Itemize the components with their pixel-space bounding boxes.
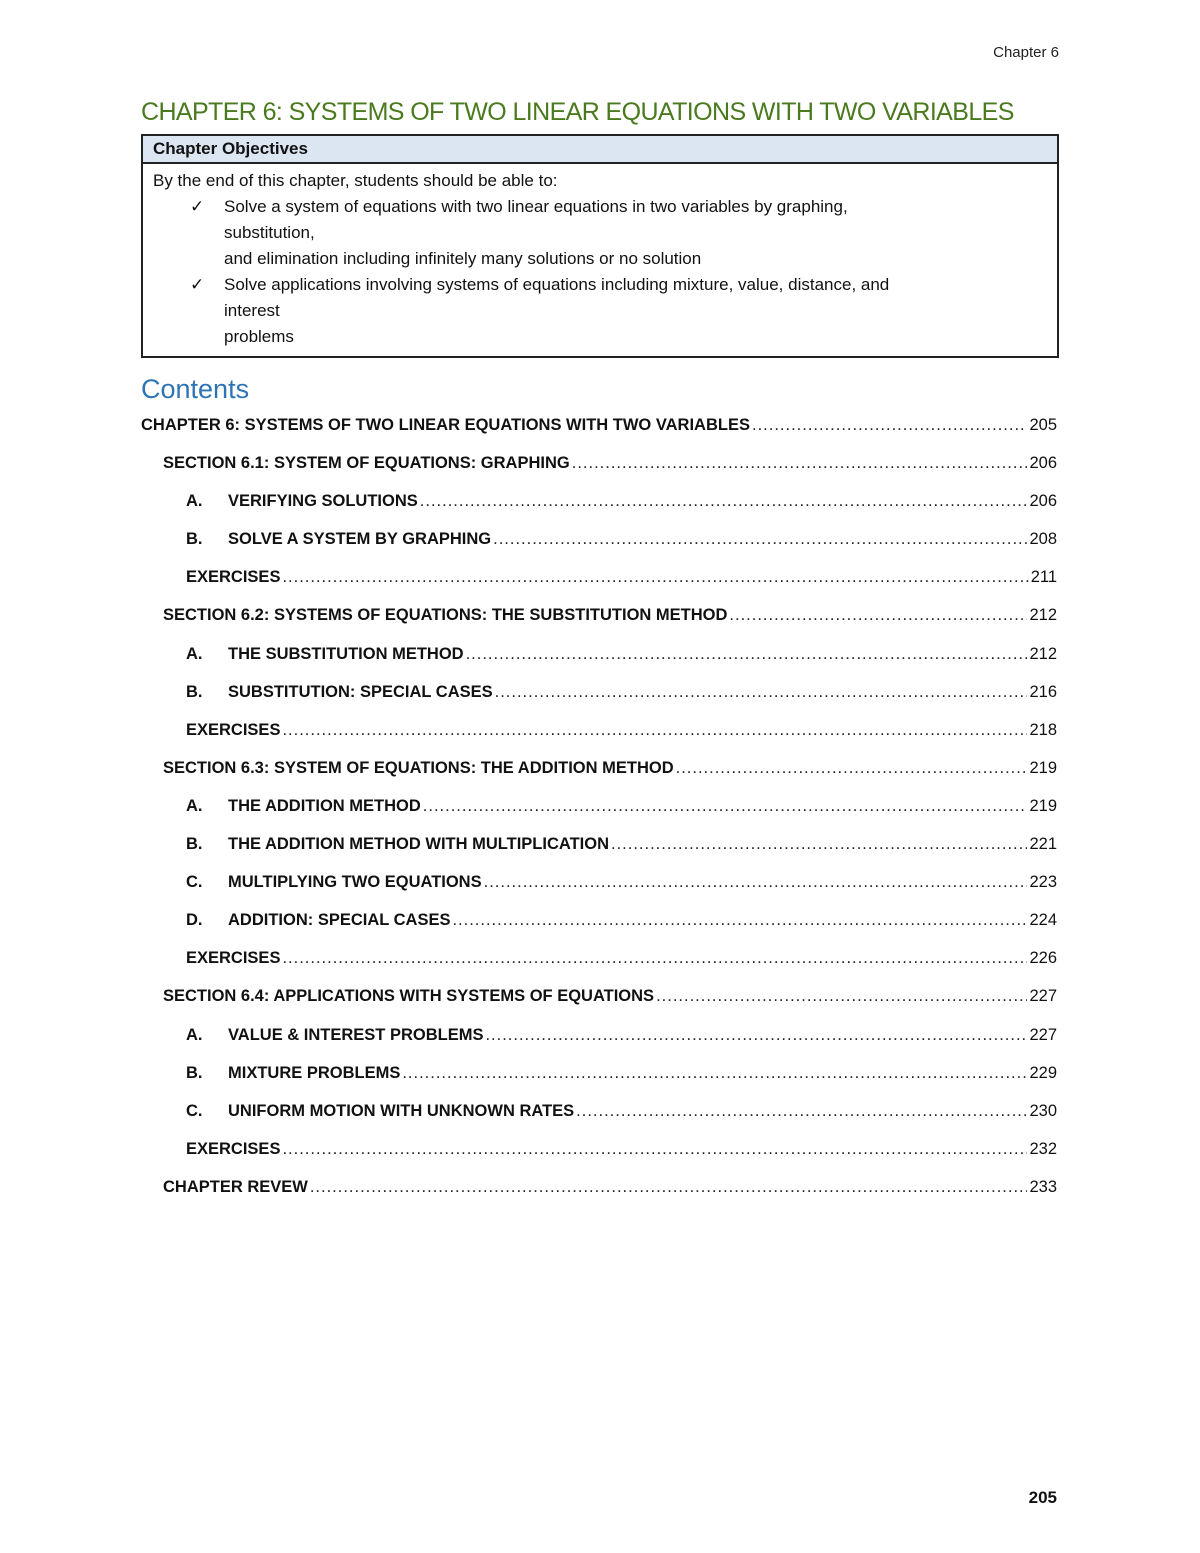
objectives-body xyxy=(143,164,1057,356)
toc-entry-section[interactable]: SECTION 6.1: SYSTEM OF EQUATIONS: GRAPHING ..... 206 xyxy=(141,454,1057,492)
chapter-title: CHAPTER 6: SYSTEMS OF TWO LINEAR EQUATIONS WITH TWO VARIABLES xyxy=(141,98,1014,126)
toc-entry-section[interactable]: SECTION 6.4: APPLICATIONS WITH SYSTEMS OF EQUATIONS ..... 227 xyxy=(141,987,1057,1025)
toc-entry-subsection[interactable]: B. SOLVE A SYSTEM BY GRAPHING ..... 208 xyxy=(141,530,1057,568)
toc-entry-section[interactable]: SECTION 6.2: SYSTEMS OF EQUATIONS: THE SUBSTITUTION METHOD ..... 212 xyxy=(141,606,1057,644)
objective-line: Solve a system of equations with two linear equations in two variables by graphing, xyxy=(224,197,848,216)
toc-entry-subsection[interactable]: A. THE SUBSTITUTION METHOD ..... 212 xyxy=(141,645,1057,683)
checkmark-icon: ✓ xyxy=(190,197,205,216)
objective-line: interest xyxy=(224,301,280,320)
page-number: 205 xyxy=(1028,1488,1057,1507)
contents-title: Contents xyxy=(141,374,250,404)
toc-entry-section[interactable]: SECTION 6.3: SYSTEM OF EQUATIONS: THE ADDITION METHOD ..... 219 xyxy=(141,759,1057,797)
running-header: Chapter 6 xyxy=(993,44,1059,61)
toc-entry-subsection[interactable]: B. THE ADDITION METHOD WITH MULTIPLICATION ..... 221 xyxy=(141,835,1057,873)
toc-entry-subsection[interactable]: A. VALUE & INTEREST PROBLEMS ..... 227 xyxy=(141,1026,1057,1064)
toc-entry-chapter[interactable]: CHAPTER 6: SYSTEMS OF TWO LINEAR EQUATIONS WITH TWO VARIABLES ..... 205 xyxy=(141,416,1057,454)
objectives-heading: Chapter Objectives xyxy=(143,136,1057,164)
toc-entry-exercises[interactable]: EXERCISES ..... 211 xyxy=(141,568,1057,606)
toc-entry-subsection[interactable]: A. VERIFYING SOLUTIONS ..... 206 xyxy=(141,492,1057,530)
toc-entry-subsection[interactable]: C. MULTIPLYING TWO EQUATIONS ..... 223 xyxy=(141,873,1057,911)
toc-entry-subsection[interactable]: D. ADDITION: SPECIAL CASES ..... 224 xyxy=(141,911,1057,949)
objectives-intro: By the end of this chapter, students should be able to: xyxy=(153,171,558,190)
toc-entry-subsection[interactable]: C. UNIFORM MOTION WITH UNKNOWN RATES ..... 230 xyxy=(141,1102,1057,1140)
toc-entry-subsection[interactable]: A. THE ADDITION METHOD ..... 219 xyxy=(141,797,1057,835)
chapter-objectives-box xyxy=(141,134,1059,358)
toc-entry-exercises[interactable]: EXERCISES ..... 232 xyxy=(141,1140,1057,1178)
toc-entry-chapter-review[interactable]: CHAPTER REVEW ..... 233 xyxy=(141,1178,1057,1216)
checkmark-icon: ✓ xyxy=(190,275,205,294)
objective-line: Solve applications involving systems of equations including mixture, value, distance, and xyxy=(224,275,890,294)
toc-entry-subsection[interactable]: B. MIXTURE PROBLEMS ..... 229 xyxy=(141,1064,1057,1102)
table-of-contents xyxy=(141,416,1057,1216)
objective-item xyxy=(153,272,1047,350)
toc-entry-exercises[interactable]: EXERCISES ..... 218 xyxy=(141,721,1057,759)
objective-line: and elimination including infinitely many solutions or no solution xyxy=(224,249,702,268)
objective-line: substitution, xyxy=(224,223,315,242)
toc-entry-subsection[interactable]: B. SUBSTITUTION: SPECIAL CASES ..... 216 xyxy=(141,683,1057,721)
objective-line: problems xyxy=(224,327,294,346)
toc-entry-exercises[interactable]: EXERCISES ..... 226 xyxy=(141,949,1057,987)
objective-item xyxy=(153,194,1047,272)
